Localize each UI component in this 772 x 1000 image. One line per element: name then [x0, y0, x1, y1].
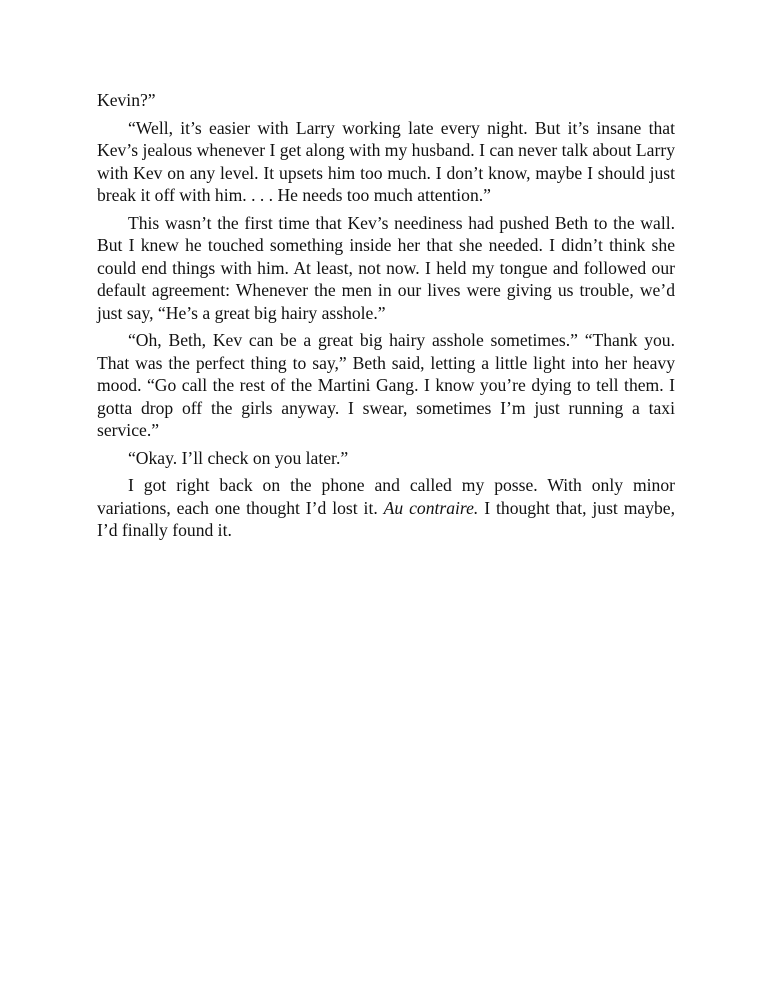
paragraph-5: “Okay. I’ll check on you later.”	[128, 447, 349, 468]
paragraph-6-text-start: I got right back on the phone and called my posse. With only minor variations, each one thought I’d lost it.	[97, 475, 675, 518]
paragraph-3: This wasn’t the first time that Kev’s neediness had pushed Beth to the wall. But I knew he touched something inside her that she needed. I didn’t think she could end things with him. At least, not now. I held my tongue and followed our default agreement: Whenever the men in our lives were giving us trouble, we’d just say, “He’s a great big hairy asshole.”	[97, 212, 675, 323]
paragraph-4: “Oh, Beth, Kev can be a great big hairy asshole sometimes.” “Thank you. That was the perfect thing to say,” Beth said, letting a little light into her heavy mood. “Go call the rest of the Martini Gang. I know you’re dying to tell them. I gotta drop off the girls anyway. I swear, sometimes I’m just running a taxi service.”	[97, 330, 675, 440]
paragraph-2: “Well, it’s easier with Larry working late every night. But it’s insane that Kev’s jealous whenever I get along with my husband. I can never talk about Larry with Kev on any level. It upsets him too much. I don’t know, maybe I should just break it off with him. . . . He needs too much attention.”	[97, 117, 675, 205]
paragraph-6	[97, 474, 675, 542]
paragraph-6-italic-phrase: Au contraire.	[383, 497, 479, 518]
paragraph-1: Kevin?”	[97, 90, 156, 110]
paragraph-6-text-end: I thought that, just maybe, I’d finally found it.	[97, 497, 676, 540]
page-body	[97, 89, 675, 547]
